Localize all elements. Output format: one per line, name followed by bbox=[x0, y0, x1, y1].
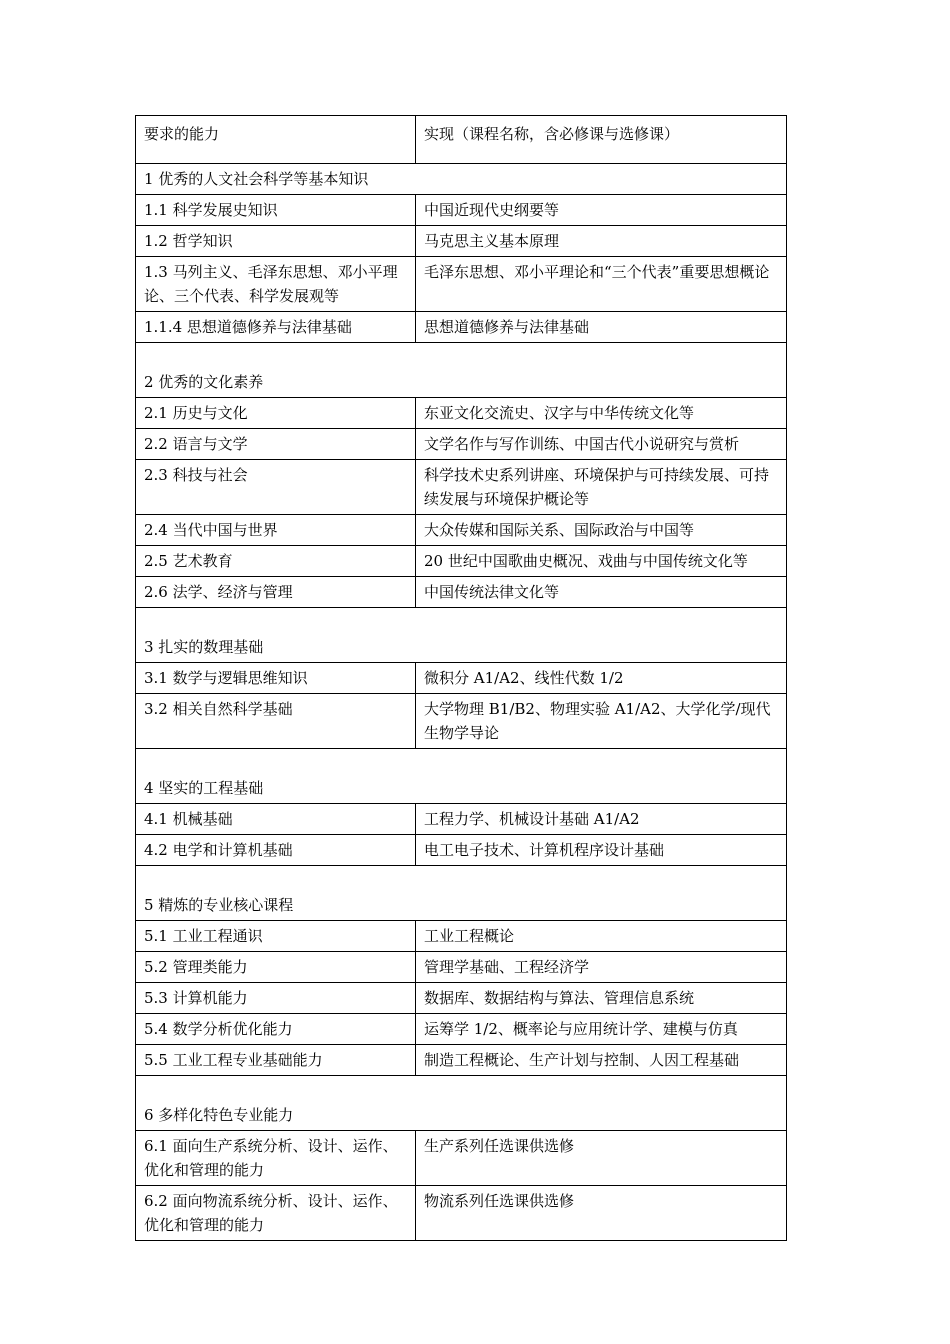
curriculum-table bbox=[135, 115, 787, 1241]
section-row bbox=[136, 164, 787, 195]
table-row bbox=[136, 429, 787, 460]
courses-cell: 大学物理 B1/B2、物理实验 A1/A2、大学化学/现代生物学导论 bbox=[416, 694, 787, 749]
courses-cell: 文学名作与写作训练、中国古代小说研究与赏析 bbox=[416, 429, 787, 460]
ability-cell: 2.5 艺术教育 bbox=[136, 546, 416, 577]
section-title: 6 多样化特色专业能力 bbox=[136, 1076, 787, 1131]
section-title: 2 优秀的文化素养 bbox=[136, 343, 787, 398]
table-row bbox=[136, 983, 787, 1014]
table-row bbox=[136, 398, 787, 429]
courses-cell: 东亚文化交流史、汉字与中华传统文化等 bbox=[416, 398, 787, 429]
table-row bbox=[136, 546, 787, 577]
ability-cell: 3.2 相关自然科学基础 bbox=[136, 694, 416, 749]
section-title: 5 精炼的专业核心课程 bbox=[136, 866, 787, 921]
section-row bbox=[136, 866, 787, 921]
ability-cell: 2.1 历史与文化 bbox=[136, 398, 416, 429]
ability-cell: 2.3 科技与社会 bbox=[136, 460, 416, 515]
table-row bbox=[136, 257, 787, 312]
ability-cell: 2.4 当代中国与世界 bbox=[136, 515, 416, 546]
ability-cell: 5.1 工业工程通识 bbox=[136, 921, 416, 952]
courses-cell: 中国近现代史纲要等 bbox=[416, 195, 787, 226]
table-row bbox=[136, 804, 787, 835]
table-row bbox=[136, 515, 787, 546]
curriculum-table-body bbox=[136, 116, 787, 1241]
table-row bbox=[136, 694, 787, 749]
table-row bbox=[136, 1045, 787, 1076]
ability-cell: 5.3 计算机能力 bbox=[136, 983, 416, 1014]
section-row bbox=[136, 608, 787, 663]
courses-cell: 思想道德修养与法律基础 bbox=[416, 312, 787, 343]
table-row bbox=[136, 1186, 787, 1241]
courses-cell: 微积分 A1/A2、线性代数 1/2 bbox=[416, 663, 787, 694]
section-row bbox=[136, 749, 787, 804]
ability-cell: 3.1 数学与逻辑思维知识 bbox=[136, 663, 416, 694]
courses-cell: 马克思主义基本原理 bbox=[416, 226, 787, 257]
section-title: 1 优秀的人文社会科学等基本知识 bbox=[136, 164, 787, 195]
table-row bbox=[136, 226, 787, 257]
ability-cell: 6.2 面向物流系统分析、设计、运作、优化和管理的能力 bbox=[136, 1186, 416, 1241]
ability-cell: 1.1.4 思想道德修养与法律基础 bbox=[136, 312, 416, 343]
table-row bbox=[136, 1131, 787, 1186]
header-ability: 要求的能力 bbox=[136, 116, 416, 164]
courses-cell: 中国传统法律文化等 bbox=[416, 577, 787, 608]
courses-cell: 科学技术史系列讲座、环境保护与可持续发展、可持续发展与环境保护概论等 bbox=[416, 460, 787, 515]
section-row bbox=[136, 1076, 787, 1131]
courses-cell: 管理学基础、工程经济学 bbox=[416, 952, 787, 983]
courses-cell: 物流系列任选课供选修 bbox=[416, 1186, 787, 1241]
courses-cell: 毛泽东思想、邓小平理论和“三个代表”重要思想概论 bbox=[416, 257, 787, 312]
courses-cell: 大众传媒和国际关系、国际政治与中国等 bbox=[416, 515, 787, 546]
table-row bbox=[136, 195, 787, 226]
courses-cell: 20 世纪中国歌曲史概况、戏曲与中国传统文化等 bbox=[416, 546, 787, 577]
section-title: 3 扎实的数理基础 bbox=[136, 608, 787, 663]
table-row bbox=[136, 312, 787, 343]
table-row bbox=[136, 663, 787, 694]
section-row bbox=[136, 343, 787, 398]
table-row bbox=[136, 460, 787, 515]
courses-cell: 制造工程概论、生产计划与控制、人因工程基础 bbox=[416, 1045, 787, 1076]
ability-cell: 5.5 工业工程专业基础能力 bbox=[136, 1045, 416, 1076]
ability-cell: 5.2 管理类能力 bbox=[136, 952, 416, 983]
courses-cell: 工程力学、机械设计基础 A1/A2 bbox=[416, 804, 787, 835]
courses-cell: 电工电子技术、计算机程序设计基础 bbox=[416, 835, 787, 866]
ability-cell: 5.4 数学分析优化能力 bbox=[136, 1014, 416, 1045]
courses-cell: 数据库、数据结构与算法、管理信息系统 bbox=[416, 983, 787, 1014]
table-row bbox=[136, 1014, 787, 1045]
ability-cell: 6.1 面向生产系统分析、设计、运作、优化和管理的能力 bbox=[136, 1131, 416, 1186]
section-title: 4 坚实的工程基础 bbox=[136, 749, 787, 804]
table-row bbox=[136, 577, 787, 608]
header-realization: 实现（课程名称，含必修课与选修课） bbox=[416, 116, 787, 164]
ability-cell: 4.1 机械基础 bbox=[136, 804, 416, 835]
ability-cell: 1.3 马列主义、毛泽东思想、邓小平理论、三个代表、科学发展观等 bbox=[136, 257, 416, 312]
ability-cell: 2.6 法学、经济与管理 bbox=[136, 577, 416, 608]
courses-cell: 生产系列任选课供选修 bbox=[416, 1131, 787, 1186]
ability-cell: 1.2 哲学知识 bbox=[136, 226, 416, 257]
courses-cell: 运筹学 1/2、概率论与应用统计学、建模与仿真 bbox=[416, 1014, 787, 1045]
table-row bbox=[136, 835, 787, 866]
ability-cell: 1.1 科学发展史知识 bbox=[136, 195, 416, 226]
ability-cell: 2.2 语言与文学 bbox=[136, 429, 416, 460]
table-row bbox=[136, 921, 787, 952]
courses-cell: 工业工程概论 bbox=[416, 921, 787, 952]
ability-cell: 4.2 电学和计算机基础 bbox=[136, 835, 416, 866]
header-row bbox=[136, 116, 787, 164]
table-row bbox=[136, 952, 787, 983]
